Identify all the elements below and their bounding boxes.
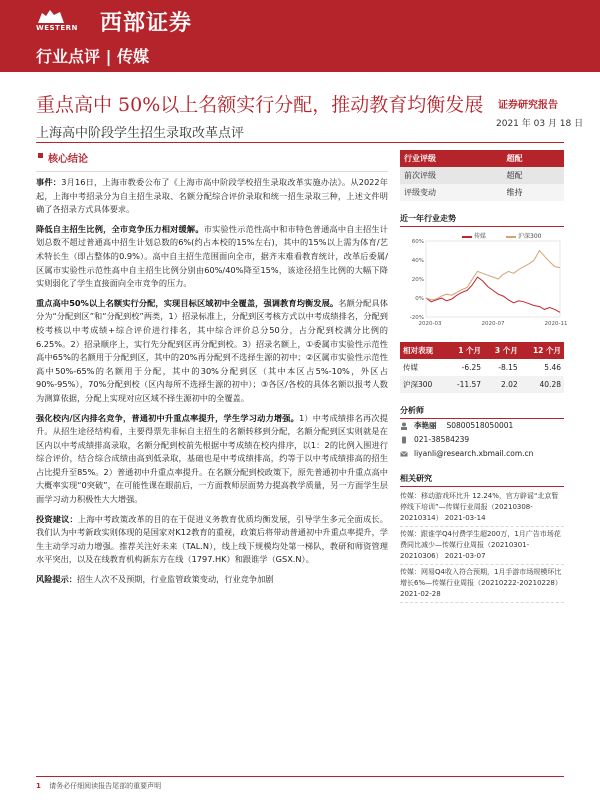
rating-label: 评级变动 xyxy=(400,184,503,201)
performance-cell: -11.57 xyxy=(446,376,484,393)
risk-lead: 风险提示： xyxy=(36,574,77,585)
self-recruit-text: 市实验性示范性高中和市特色普通高中自主招生计划总数不超过普通高中招生计划总数的6%(约占本校的15%左右)，其中的15%以上需为体育/艺术特长生（即占整体的0.9%）。高中自主招生范围面向全市，据齐末难看教育统计，改革后委属/区属市实验性示范性高中自主招生比例分别由60%/40%降至15%，该途径招生比例的大幅下降实则弱化了学生直接面向全市竞争的压力。 xyxy=(36,223,388,289)
series-line-hs300 xyxy=(426,251,560,300)
section-label: 行业点评 | 传媒 xyxy=(36,47,149,66)
chart-frame xyxy=(426,241,560,317)
investment-text: 上海中考政策改革的目的在于促进义务教育优质均衡发展，引导学生多元全面成长。我们认为中考新政实则体现的是国家对K12教育的重视，政策后将带动普通初中升重点率提升，学生主动学习动力增强。推荐关注好未来（TAL.N），线上线下规模均处第一梯队，教研和师资管理水平突出，以及在线教育机构新东方在线（1797.HK）和跟谁学（GSX.N）。 xyxy=(36,513,388,565)
event-paragraph xyxy=(36,176,388,217)
performance-header-cell: 3 个月 xyxy=(484,342,521,359)
report-date: 2021 年 03 月 18 日 xyxy=(496,119,584,129)
legend-swatch-media xyxy=(462,236,472,238)
phone-icon xyxy=(400,436,408,444)
rating-value: 维持 xyxy=(503,184,565,201)
legend-label-media: 传媒 xyxy=(474,233,487,240)
analyst-phone-row xyxy=(400,433,564,447)
rating-label: 前次评级 xyxy=(400,167,503,184)
investment-lead: 投资建议： xyxy=(36,513,78,524)
x-tick-label: 2020-07 xyxy=(481,321,505,327)
related-item[interactable]: 传媒：移动游戏环比升 12.24%，官方辟谣“北京暂停线下培训”—传媒行业周报（20210308-20210314） 2021-03-14 xyxy=(400,489,564,527)
footer-disclaimer: 请务必仔细阅读报告尾部的重要声明 xyxy=(49,782,162,790)
competition-paragraph xyxy=(36,412,388,507)
performance-header-cell: 1 个月 xyxy=(446,342,484,359)
performance-row xyxy=(400,359,564,376)
trend-chart xyxy=(400,227,568,332)
analyst-heading: 分析师 xyxy=(400,406,424,415)
analyst-name: 李艳丽 xyxy=(414,421,437,430)
performance-header-cell: 相对表现 xyxy=(400,342,446,359)
quota-paragraph xyxy=(36,297,388,406)
rating-value: 超配 xyxy=(503,150,565,167)
legend-label-hs300: 沪深300 xyxy=(518,233,542,240)
logo-text: WESTERN xyxy=(36,24,78,32)
performance-cell: 沪深300 xyxy=(400,376,446,393)
investment-paragraph xyxy=(36,513,388,567)
x-tick-label: 2020-03 xyxy=(418,321,442,327)
self-recruit-paragraph xyxy=(36,223,388,291)
analyst-email-row xyxy=(400,447,564,461)
y-tick-label: 20% xyxy=(411,277,424,283)
core-conclusion-heading: 核心结论 xyxy=(36,150,388,165)
rating-row xyxy=(400,150,564,167)
legend-item-hs300 xyxy=(506,231,541,240)
performance-cell: 传媒 xyxy=(403,363,418,372)
analyst-block xyxy=(400,419,564,461)
performance-cell: 40.28 xyxy=(521,376,564,393)
performance-header-cell: 12 个月 xyxy=(521,342,564,359)
event-text: 3月16日，上海市教委公布了《上海市高中阶段学校招生录取改革实施办法》。从2022年起，上海中考招录分为自主招生录取、名额分配综合评价录取和统一招生录取三种，上述文件明确了各招录方式具体要求。 xyxy=(36,177,388,215)
analyst-email[interactable]: liyanli@research.xbmail.com.cn xyxy=(414,449,534,458)
core-divider xyxy=(36,171,388,172)
rating-row xyxy=(400,167,564,184)
performance-table xyxy=(400,342,564,393)
rating-table xyxy=(400,150,564,201)
competition-lead: 强化校内/区内排名竞争，普通初中升重点率提升，学生学习动力增强。 xyxy=(36,412,299,423)
x-tick-label: 2020-11 xyxy=(544,321,568,327)
performance-cell: 5.46 xyxy=(544,363,561,372)
person-icon xyxy=(400,422,408,430)
related-list xyxy=(400,489,564,603)
report-subtitle: 上海高中阶段学生招生录取改革点评 xyxy=(36,126,245,141)
competition-text: 1）中考成绩排名再次提升。从招生途径结构看，主要得票先非标自主招生的名额转移到分配，名额分配到区实则就是在区内以中考成绩排高录取，名额分配到校前先根据中考成绩在校内排序，以1：2的比例入围进行综合评价，结合综合成绩由高到低录取，基础也是中考成绩排高，约等于以中考成绩排高的招生占比提升至85%。2）普通初中升重点率提升。在名额分配到校政策下，原先普通初中升重点高中大概率实现“0突破”，在可能性课在眼前后，一方面教师层面势力提高教学质量，另一方面学生层面学习动力积极性大大增强。 xyxy=(36,412,388,505)
y-tick-label: 60% xyxy=(411,239,424,245)
rating-row xyxy=(400,184,564,201)
footer xyxy=(36,781,161,791)
quota-text: 名额分配具体分为“分配到区”和“分配到校”两类，1）招录标准上，分配到区考核方式以中考成绩排名，分配到校考核以中考成绩+综合评价进行排名，其中综合评价总分50分，占分配到校满分比例的6.25%。2）招录顺序上，实行先分配到区再分配到校。3）招录名额上，①委属市实验性示范性高中65%的名额用于分配到区，其中的20%再分配到不选择生源的初中；②区属市实验性示范性高中50%-65%的名额用于分配，其中的30%分配到区（其中本区占5%-10%，外区占90%-95%），70%分配到校（区内每所不选择生源的初中）；③各区/各校的具体名额以报考人数为测算依据，分配上实现对应区域不择生源初中的全覆盖。 xyxy=(36,297,388,403)
y-tick-label: 40% xyxy=(411,258,424,264)
brand-name: 西部证券 xyxy=(100,11,193,36)
related-item[interactable]: 传媒：网易Q4收入符合预期，1月手游市场规模环比增长6%—传媒行业周报（20210222-20210228） 2021-02-28 xyxy=(400,565,564,603)
event-lead: 事件： xyxy=(36,177,62,187)
analyst-name-row xyxy=(400,419,564,433)
y-tick-label: 0% xyxy=(415,296,424,302)
related-heading: 相关研究 xyxy=(400,474,432,483)
trend-title: 近一年行业走势 xyxy=(400,214,456,223)
related-divider xyxy=(400,486,564,487)
rating-label: 行业评级 xyxy=(400,150,503,167)
analyst-phone: 021-38584239 xyxy=(414,435,470,444)
title-divider xyxy=(36,142,564,143)
footer-divider xyxy=(36,776,564,777)
quota-lead: 重点高中50%以上名额实行分配，实现目标区域初中全覆盖，强调教育均衡发展。 xyxy=(36,297,339,308)
y-tick-label: -20% xyxy=(409,315,424,321)
performance-row xyxy=(400,376,564,393)
risk-text: 招生人次不及预期，行业监管政策变动，行业竞争加剧 xyxy=(76,574,274,585)
performance-cell: 2.02 xyxy=(484,376,521,393)
page-number: 1 xyxy=(36,782,41,790)
performance-cell: -8.15 xyxy=(498,363,518,372)
report-title: 重点高中 50%以上名额实行分配，推动教育均衡发展 xyxy=(36,94,484,116)
email-icon xyxy=(400,450,408,458)
report-type-tag: 证券研究报告 xyxy=(498,100,558,111)
trend-chart-svg xyxy=(400,227,568,332)
performance-header-row xyxy=(400,342,564,359)
performance-cell: -6.25 xyxy=(461,363,482,372)
sidebar-column xyxy=(400,150,568,603)
self-recruit-lead: 降低自主招生比例，全市竞争压力相对缓解。 xyxy=(36,223,204,234)
analyst-cert: S0800518050001 xyxy=(446,421,514,430)
rating-value: 超配 xyxy=(503,167,565,184)
legend-swatch-hs300 xyxy=(506,236,516,238)
legend-item-media xyxy=(462,231,486,240)
risk-paragraph xyxy=(36,573,388,587)
header-band xyxy=(0,0,600,72)
main-column xyxy=(36,150,388,593)
company-logo xyxy=(36,7,108,33)
related-item[interactable]: 传媒：跟谁学Q4付费学生超200万，1月广告市场花费同比减少—传媒行业周报（20210301-20210306） 2021-03-07 xyxy=(400,527,564,565)
